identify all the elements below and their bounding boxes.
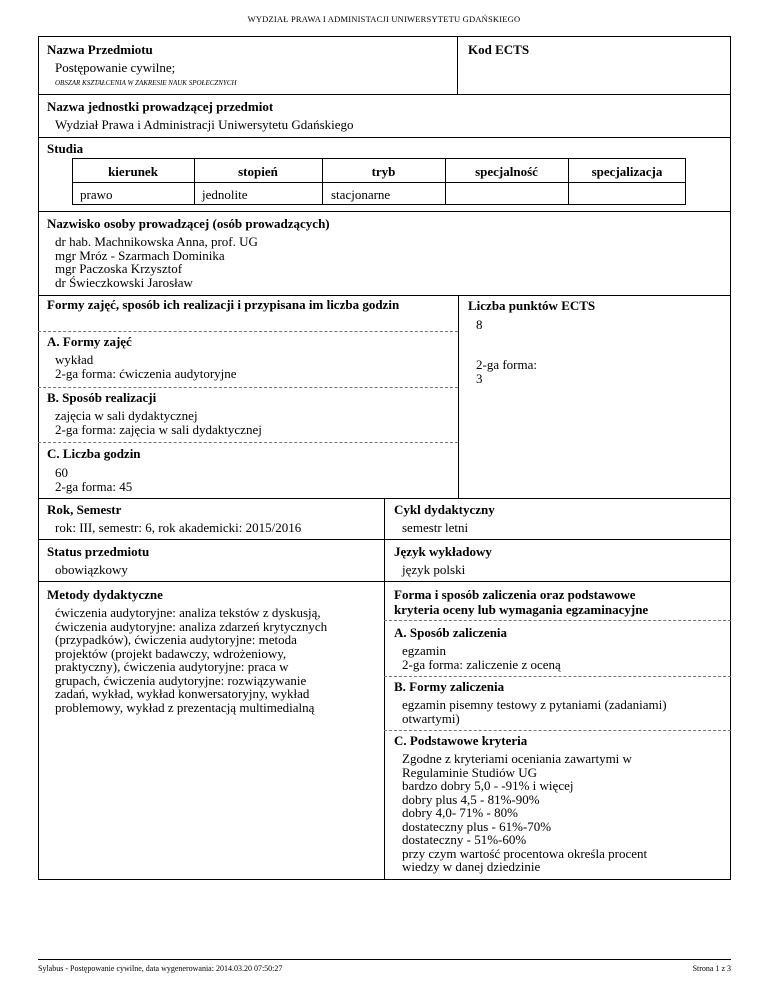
assessment-c-line-3: bardzo dobry 5,0 - -91% i więcej [402, 778, 574, 793]
studies-value-stopien: jednolite [202, 187, 248, 202]
assessment-c-line-7: dostateczny - 51%-60% [402, 832, 527, 847]
ects-points-label: Liczba punktów ECTS [468, 298, 596, 313]
studies-header-specjalizacja: specjalizacja [591, 164, 663, 179]
assessment-c-line-1: Zgodne z kryteriami oceniania zawartymi w [402, 751, 632, 766]
assessment-c-line-4: dobry plus 4,5 - 81%-90% [402, 791, 540, 807]
year-label: Rok, Semestr [47, 502, 122, 517]
methods-line-4: projektów (projekt badawczy, wdrożeniowy, [55, 645, 287, 661]
forms-a-value-1: wykład [55, 352, 94, 367]
studies-label: Studia [47, 141, 84, 156]
methods-line-8: problemowy, wykład z prezentacją multimedialną [55, 699, 315, 715]
subject-area: OBSZAR KSZTAŁCENIA W ZAKRESIE NAUK SPOŁECZNYCH [55, 79, 237, 87]
language-value: język polski [402, 562, 466, 577]
teacher-2: mgr Mróz - Szarmach Dominika [55, 247, 225, 263]
assessment-c-line-5: dobry 4,0- 71% - 80% [402, 805, 518, 820]
status-value: obowiązkowy [55, 562, 128, 577]
ects-code-label: Kod ECTS [468, 42, 530, 57]
forms-a-value-2: 2-ga forma: ćwiczenia audytoryjne [55, 365, 237, 381]
studies-header-kierunek: kierunek [108, 164, 158, 179]
methods-line-7: zadań, wykład, wykład konwersatoryjny, wykład [55, 686, 310, 701]
status-label: Status przedmiotu [47, 544, 150, 559]
subject-label: Nazwa Przedmiotu [47, 42, 153, 57]
methods-line-3: (przypadków), ćwiczenia audytoryjne: metoda [55, 632, 297, 647]
cycle-value: semestr letni [402, 520, 469, 535]
assessment-label-2: kryteria oceny lub wymagania egzaminacyjne [394, 602, 649, 617]
methods-line-6: grupach, ćwiczenia audytoryjne: rozwiązywanie [55, 672, 307, 688]
studies-value-kierunek: prawo [80, 187, 113, 202]
studies-value-tryb: stacjonarne [331, 187, 391, 202]
forms-b-label: B. Sposób realizacji [47, 390, 157, 405]
teacher-3: mgr Paczoska Krzysztof [55, 261, 183, 276]
footer-page-number: Strona 1 z 3 [692, 964, 731, 973]
assessment-a-label: A. Sposób zaliczenia [394, 625, 508, 640]
forms-b-value-1: zajęcia w sali dydaktycznej [55, 408, 198, 423]
methods-line-1: ćwiczenia audytoryjne: analiza tekstów z dyskusją, [55, 605, 321, 620]
studies-header-specjalnosc: specjalność [475, 164, 538, 179]
ects-points-second-label: 2-ga forma: [476, 357, 538, 372]
forms-a-label: A. Formy zajęć [47, 334, 132, 349]
studies-header-tryb: tryb [371, 164, 396, 179]
forms-b-value-2: 2-ga forma: zajęcia w sali dydaktycznej [55, 421, 262, 437]
methods-label: Metody dydaktyczne [47, 587, 163, 602]
page-header: WYDZIAŁ PRAWA I ADMINISTACJI UNIWERSYTETU GDAŃSKIEGO [247, 14, 521, 24]
forms-label: Formy zajęć, sposób ich realizacji i przypisana im liczba godzin [47, 297, 400, 312]
assessment-c-line-2: Regulaminie Studiów UG [402, 764, 538, 780]
footer-left: Sylabus - Postępowanie cywilne, data wygenerowania: 2014.03.20 07:50:27 [38, 964, 283, 973]
language-label: Język wykładowy [394, 544, 492, 559]
assessment-c-line-9: wiedzy w danej dziedzinie [402, 859, 541, 874]
unit-name: Wydział Prawa i Administracji Uniwersytetu Gdańskiego [55, 117, 354, 132]
studies-header-stopien: stopień [238, 164, 278, 179]
unit-label: Nazwa jednostki prowadzącej przedmiot [47, 99, 274, 114]
year-value: rok: III, semestr: 6, rok akademicki: 2015/2016 [55, 520, 302, 535]
assessment-a-value-1: egzamin [402, 643, 447, 658]
subject-name: Postępowanie cywilne; [55, 60, 176, 75]
assessment-c-line-8: przy czym wartość procentowa określa procent [402, 845, 648, 861]
forms-c-label: C. Liczba godzin [47, 446, 141, 461]
forms-c-value-2: 2-ga forma: 45 [55, 478, 133, 494]
ects-points-second-value: 3 [476, 371, 483, 386]
assessment-c-label: C. Podstawowe kryteria [394, 733, 528, 748]
forms-c-value-1: 60 [55, 465, 68, 480]
assessment-b-label: B. Formy zaliczenia [394, 679, 505, 694]
assessment-b-value-2: otwartymi) [402, 710, 460, 726]
methods-line-5: praktyczny), ćwiczenia audytoryjne: praca w [55, 659, 289, 674]
assessment-b-value-1: egzamin pisemny testowy z pytaniami (zadaniami) [402, 697, 667, 712]
teacher-4: dr Świeczkowski Jarosław [55, 274, 193, 290]
assessment-label-1: Forma i sposób zaliczenia oraz podstawowe [394, 587, 636, 602]
assessment-a-value-2: 2-ga forma: zaliczenie z oceną [402, 656, 561, 672]
cycle-label: Cykl dydaktyczny [394, 502, 495, 517]
teachers-label: Nazwisko osoby prowadzącej (osób prowadzących) [47, 216, 330, 231]
ects-points-value: 8 [476, 317, 483, 332]
teacher-1: dr hab. Machnikowska Anna, prof. UG [55, 234, 258, 249]
methods-line-2: ćwiczenia audytoryjne: analiza zdarzeń krytycznych [55, 618, 328, 634]
assessment-c-line-6: dostateczny plus - 61%-70% [402, 818, 552, 834]
